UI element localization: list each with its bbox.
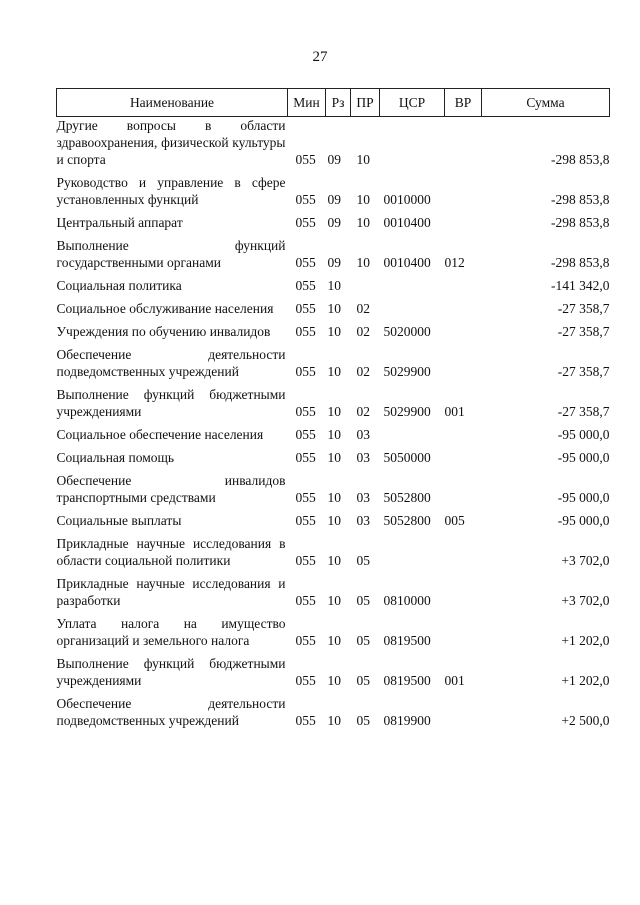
table-row bbox=[57, 117, 610, 175]
cell-min: 055 bbox=[295, 278, 316, 293]
cell-rz: 10 bbox=[327, 324, 341, 339]
cell-vr: 001 bbox=[444, 404, 465, 419]
cell-rz: 10 bbox=[327, 278, 341, 293]
header-rz: Рз bbox=[326, 89, 351, 117]
cell-sum: +3 702,0 bbox=[561, 593, 610, 608]
cell-sum: -95 000,0 bbox=[557, 427, 610, 442]
cell-name: Учреждения по обучению инвалидов bbox=[56, 324, 271, 339]
table-row bbox=[57, 512, 610, 535]
cell-name: Социальное обслуживание населения bbox=[56, 301, 274, 316]
cell-csr: 5052800 bbox=[383, 513, 431, 528]
cell-min: 055 bbox=[295, 490, 316, 505]
cell-min: 055 bbox=[295, 215, 316, 230]
cell-csr: 0819500 bbox=[383, 673, 431, 688]
cell-rz: 10 bbox=[327, 301, 341, 316]
cell-sum: -298 853,8 bbox=[551, 215, 610, 230]
cell-name: Уплата налога на имущество организаций и земельного налога bbox=[56, 616, 286, 648]
table-row bbox=[57, 323, 610, 346]
cell-vr bbox=[445, 174, 482, 214]
header-row bbox=[57, 89, 610, 117]
table-row bbox=[57, 535, 610, 575]
cell-name: Выполнение функций бюджетными учреждениями bbox=[56, 387, 286, 419]
cell-csr: 5020000 bbox=[383, 324, 431, 339]
cell-sum: -298 853,8 bbox=[551, 152, 610, 167]
cell-rz: 09 bbox=[327, 192, 341, 207]
cell-pr: 10 bbox=[356, 255, 370, 270]
cell-name: Обеспечение деятельности подведомственных учреждений bbox=[56, 696, 286, 728]
cell-vr bbox=[445, 346, 482, 386]
cell-name: Прикладные научные исследования и разработки bbox=[56, 576, 286, 608]
header-min: Мин bbox=[288, 89, 326, 117]
cell-csr: 0010400 bbox=[383, 255, 431, 270]
table-row bbox=[57, 615, 610, 655]
cell-rz: 10 bbox=[327, 553, 341, 568]
cell-name: Обеспечение инвалидов транспортными средствами bbox=[56, 473, 286, 505]
table-body bbox=[57, 117, 610, 736]
cell-sum: -95 000,0 bbox=[557, 513, 610, 528]
cell-vr: 005 bbox=[444, 513, 465, 528]
cell-rz: 10 bbox=[327, 513, 341, 528]
cell-rz: 10 bbox=[327, 364, 341, 379]
cell-pr: 02 bbox=[356, 301, 370, 316]
cell-min: 055 bbox=[295, 513, 316, 528]
cell-rz: 09 bbox=[327, 152, 341, 167]
cell-vr bbox=[445, 472, 482, 512]
cell-rz: 10 bbox=[327, 427, 341, 442]
cell-min: 055 bbox=[295, 301, 316, 316]
header-pr: ПР bbox=[351, 89, 380, 117]
cell-pr: 05 bbox=[356, 713, 370, 728]
table-row bbox=[57, 300, 610, 323]
cell-min: 055 bbox=[295, 404, 316, 419]
cell-csr bbox=[380, 426, 445, 449]
cell-sum: -95 000,0 bbox=[557, 490, 610, 505]
cell-sum: -27 358,7 bbox=[557, 301, 610, 316]
cell-sum: -27 358,7 bbox=[557, 404, 610, 419]
cell-rz: 10 bbox=[327, 673, 341, 688]
cell-min: 055 bbox=[295, 673, 316, 688]
table-row bbox=[57, 472, 610, 512]
cell-rz: 09 bbox=[327, 215, 341, 230]
cell-min: 055 bbox=[295, 633, 316, 648]
cell-sum: +1 202,0 bbox=[561, 633, 610, 648]
header-sum: Сумма bbox=[482, 89, 610, 117]
cell-pr: 05 bbox=[356, 633, 370, 648]
cell-rz: 09 bbox=[327, 255, 341, 270]
cell-pr: 05 bbox=[356, 593, 370, 608]
cell-name: Обеспечение деятельности подведомственных учреждений bbox=[56, 347, 286, 379]
cell-vr bbox=[445, 695, 482, 735]
cell-sum: -27 358,7 bbox=[557, 324, 610, 339]
cell-name: Другие вопросы в области здравоохранения, физической культуры и спорта bbox=[56, 118, 286, 167]
cell-csr: 5029900 bbox=[383, 364, 431, 379]
cell-rz: 10 bbox=[327, 713, 341, 728]
table-row bbox=[57, 214, 610, 237]
header-vr: ВР bbox=[445, 89, 482, 117]
cell-pr: 03 bbox=[356, 427, 370, 442]
cell-min: 055 bbox=[295, 255, 316, 270]
cell-name: Выполнение функций государственными органами bbox=[56, 238, 286, 270]
cell-name: Социальные выплаты bbox=[56, 513, 182, 528]
cell-name: Социальное обеспечение населения bbox=[56, 427, 264, 442]
cell-sum: +1 202,0 bbox=[561, 673, 610, 688]
cell-csr: 0819500 bbox=[383, 633, 431, 648]
cell-csr: 0819900 bbox=[383, 713, 431, 728]
cell-pr: 02 bbox=[356, 404, 370, 419]
table-row bbox=[57, 695, 610, 735]
cell-vr bbox=[445, 277, 482, 300]
cell-csr bbox=[380, 277, 445, 300]
cell-min: 055 bbox=[295, 192, 316, 207]
table-row bbox=[57, 449, 610, 472]
cell-vr bbox=[445, 449, 482, 472]
cell-min: 055 bbox=[295, 324, 316, 339]
cell-sum: -298 853,8 bbox=[551, 255, 610, 270]
cell-pr: 05 bbox=[356, 553, 370, 568]
cell-csr: 0810000 bbox=[383, 593, 431, 608]
cell-vr: 001 bbox=[444, 673, 465, 688]
cell-min: 055 bbox=[295, 593, 316, 608]
cell-rz: 10 bbox=[327, 593, 341, 608]
cell-pr: 10 bbox=[356, 215, 370, 230]
cell-name: Центральный аппарат bbox=[56, 215, 183, 230]
cell-rz: 10 bbox=[327, 490, 341, 505]
cell-csr: 0010000 bbox=[383, 192, 431, 207]
cell-name: Социальная помощь bbox=[56, 450, 175, 465]
cell-name: Выполнение функций бюджетными учреждениями bbox=[56, 656, 286, 688]
table-row bbox=[57, 277, 610, 300]
cell-rz: 10 bbox=[327, 633, 341, 648]
cell-min: 055 bbox=[295, 364, 316, 379]
cell-vr bbox=[445, 323, 482, 346]
cell-sum: -298 853,8 bbox=[551, 192, 610, 207]
cell-pr: 02 bbox=[356, 364, 370, 379]
cell-csr: 0010400 bbox=[383, 215, 431, 230]
table-header bbox=[57, 89, 610, 117]
table-row bbox=[57, 575, 610, 615]
cell-min: 055 bbox=[295, 553, 316, 568]
cell-csr: 5029900 bbox=[383, 404, 431, 419]
cell-pr: 03 bbox=[356, 450, 370, 465]
cell-min: 055 bbox=[295, 713, 316, 728]
cell-csr bbox=[380, 117, 445, 175]
cell-name: Прикладные научные исследования в области социальной политики bbox=[56, 536, 286, 568]
cell-name: Руководство и управление в сфере установленных функций bbox=[56, 175, 286, 207]
cell-rz: 10 bbox=[327, 404, 341, 419]
cell-csr: 5050000 bbox=[383, 450, 431, 465]
header-name: Наименование bbox=[57, 89, 288, 117]
cell-sum: -27 358,7 bbox=[557, 364, 610, 379]
cell-pr bbox=[351, 277, 380, 300]
cell-min: 055 bbox=[295, 152, 316, 167]
header-csr: ЦСР bbox=[380, 89, 445, 117]
cell-vr bbox=[445, 426, 482, 449]
cell-vr bbox=[445, 117, 482, 175]
cell-pr: 03 bbox=[356, 513, 370, 528]
cell-pr: 03 bbox=[356, 490, 370, 505]
table-row bbox=[57, 174, 610, 214]
cell-pr: 10 bbox=[356, 152, 370, 167]
table-row bbox=[57, 237, 610, 277]
cell-pr: 02 bbox=[356, 324, 370, 339]
table-row bbox=[57, 655, 610, 695]
cell-csr: 5052800 bbox=[383, 490, 431, 505]
cell-vr bbox=[445, 300, 482, 323]
cell-name: Социальная политика bbox=[56, 278, 182, 293]
cell-vr bbox=[445, 575, 482, 615]
cell-sum: -95 000,0 bbox=[557, 450, 610, 465]
cell-pr: 10 bbox=[356, 192, 370, 207]
table-row bbox=[57, 426, 610, 449]
table-row bbox=[57, 386, 610, 426]
table-row bbox=[57, 346, 610, 386]
cell-min: 055 bbox=[295, 450, 316, 465]
cell-csr bbox=[380, 535, 445, 575]
cell-pr: 05 bbox=[356, 673, 370, 688]
cell-vr bbox=[445, 615, 482, 655]
cell-sum: +3 702,0 bbox=[561, 553, 610, 568]
cell-rz: 10 bbox=[327, 450, 341, 465]
cell-vr: 012 bbox=[444, 255, 465, 270]
cell-sum: -141 342,0 bbox=[551, 278, 610, 293]
cell-sum: +2 500,0 bbox=[561, 713, 610, 728]
cell-min: 055 bbox=[295, 427, 316, 442]
cell-vr bbox=[445, 214, 482, 237]
cell-csr bbox=[380, 300, 445, 323]
cell-vr bbox=[445, 535, 482, 575]
budget-table bbox=[56, 88, 610, 735]
page-number: 27 bbox=[312, 49, 328, 65]
